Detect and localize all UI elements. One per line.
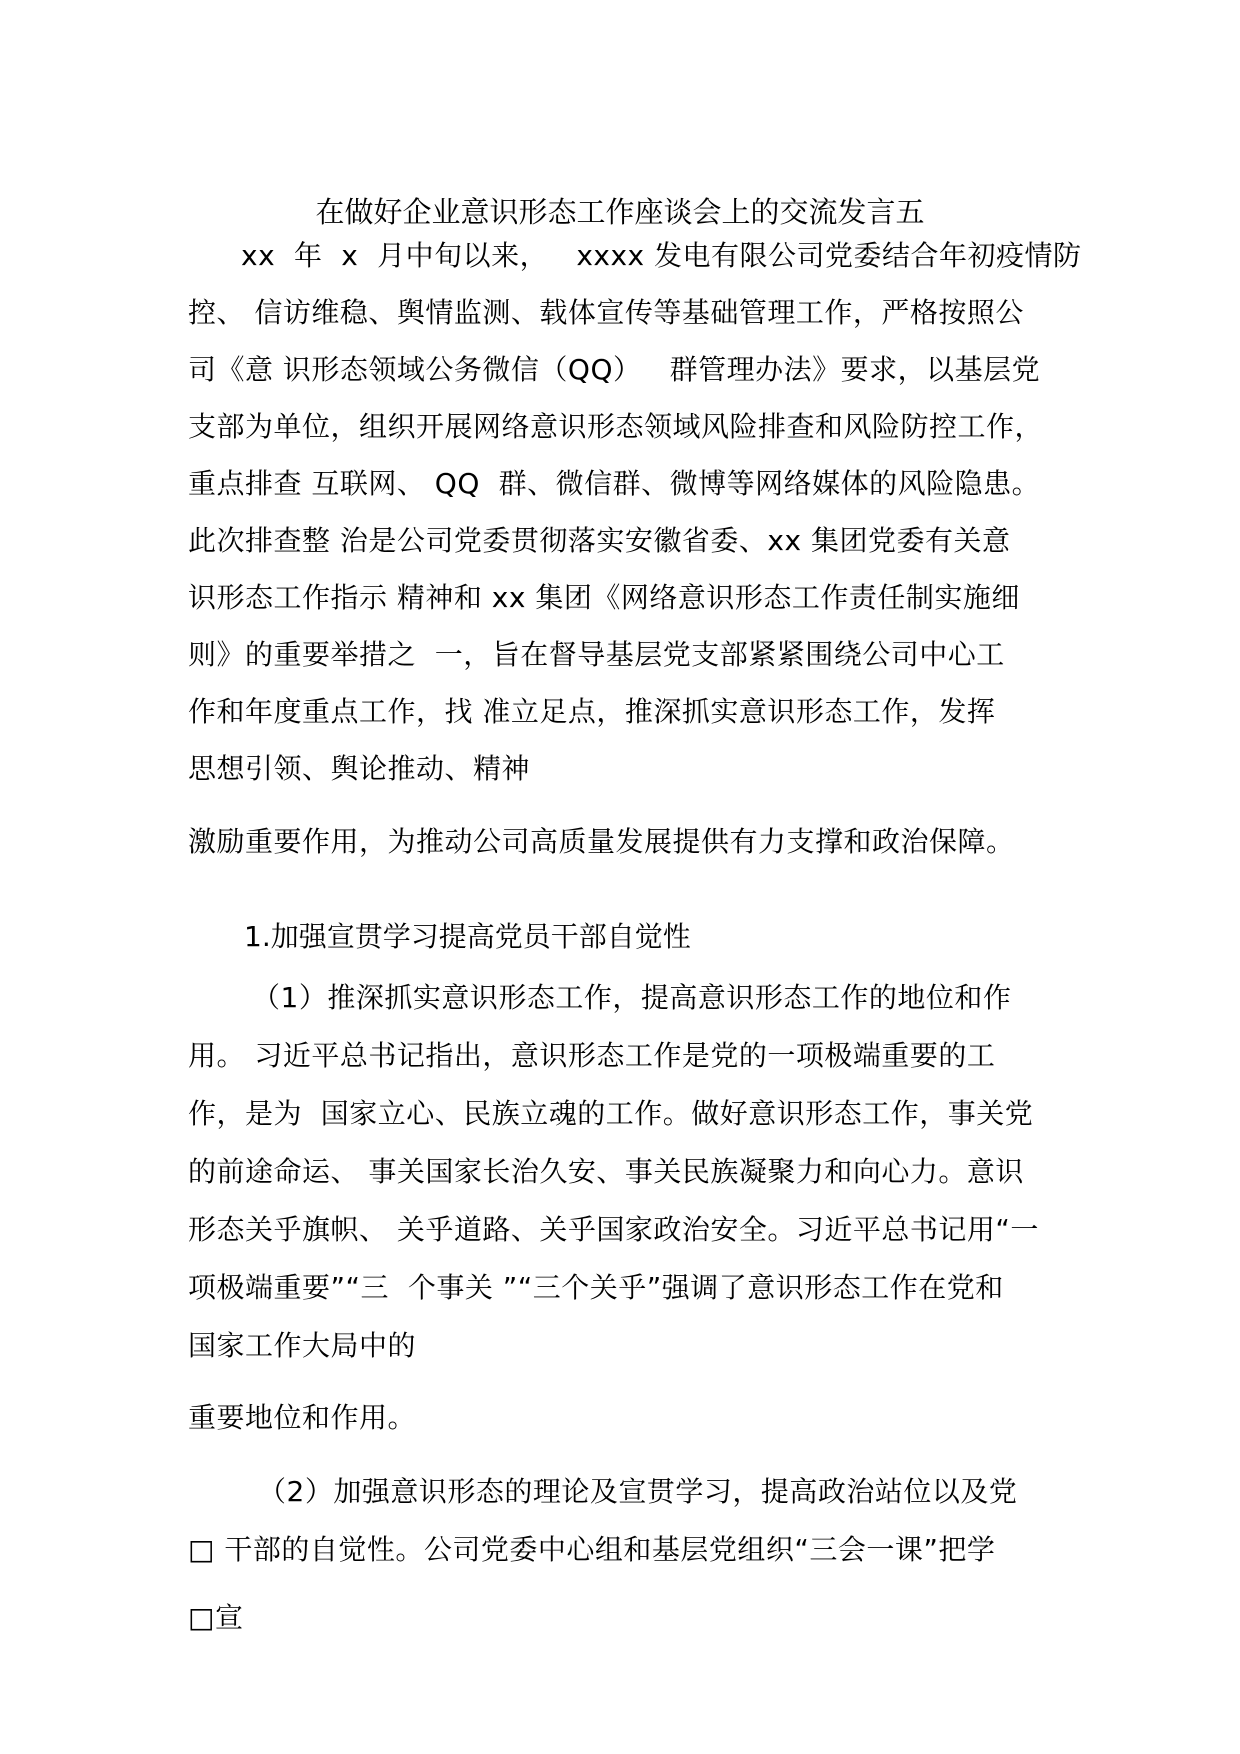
paragraph-2-line-4: 的前途命运、 事关国家长治久安、事关民族凝聚力和向心力。意识	[188, 1155, 1024, 1188]
paragraph-1-line-9: 作和年度重点工作，找 准立足点，推深抓实意识形态工作，发挥	[188, 695, 996, 728]
paragraph-1-line-1: xx 年 x 月中旬以来， xxxx 发电有限公司党委结合年初疫情防	[241, 239, 1082, 272]
paragraph-2-line-5: 形态关乎旗帜、 关乎道路、关乎国家政治安全。习近平总书记用“一	[188, 1213, 1039, 1246]
paragraph-3-line-2: □ 干部的自觉性。公司党委中心组和基层党组织“三会一课”把学	[188, 1533, 996, 1566]
paragraph-3-line-1: （2）加强意识形态的理论及宣贯学习，提高政治站位以及党	[258, 1475, 1018, 1508]
paragraph-1-line-7: 识形态工作指示 精神和 xx 集团《网络意识形态工作责任制实施细	[188, 581, 1020, 614]
paragraph-1-tail: 激励重要作用，为推动公司高质量发展提供有力支撑和政治保障。	[188, 825, 1015, 858]
document-title: 在做好企业意识形态工作座谈会上的交流发言五	[315, 195, 925, 229]
paragraph-2-line-2: 用。 习近平总书记指出，意识形态工作是党的一项极端重要的工	[188, 1039, 996, 1072]
paragraph-1-line-8: 则》的重要举措之 一，旨在督导基层党支部紧紧围绕公司中心工	[188, 638, 1005, 671]
paragraph-3-line-3: □宣	[188, 1601, 244, 1634]
paragraph-1-line-10: 思想引领、舆论推动、精神	[188, 752, 531, 785]
paragraph-1-line-2: 控、 信访维稳、舆情监测、载体宣传等基础管理工作，严格按照公	[188, 296, 1024, 329]
paragraph-2-tail: 重要地位和作用。	[188, 1401, 417, 1434]
paragraph-2-line-6: 项极端重要”“三 个事关 ”“三个关乎”强调了意识形态工作在党和	[188, 1271, 1004, 1304]
paragraph-1-line-5: 重点排查 互联网、 QQ 群、微信群、微博等网络媒体的风险隐患。	[188, 467, 1041, 500]
paragraph-2-line-3: 作，是为 国家立心、民族立魂的工作。做好意识形态工作，事关党	[188, 1097, 1034, 1130]
section-1-heading: 1.加强宣贯学习提高党员干部自觉性	[244, 920, 691, 953]
paragraph-1-line-4: 支部为单位，组织开展网络意识形态领域风险排查和风险防控工作，	[188, 410, 1044, 443]
paragraph-2-line-7: 国家工作大局中的	[188, 1329, 417, 1362]
paragraph-2-line-1: （1）推深抓实意识形态工作，提高意识形态工作的地位和作	[252, 981, 1012, 1014]
paragraph-1-line-3: 司《意 识形态领域公务微信（QQ） 群管理办法》要求，以基层党	[188, 353, 1041, 386]
paragraph-1-line-6: 此次排查整 治是公司党委贯彻落实安徽省委、xx 集团党委有关意	[188, 524, 1011, 557]
